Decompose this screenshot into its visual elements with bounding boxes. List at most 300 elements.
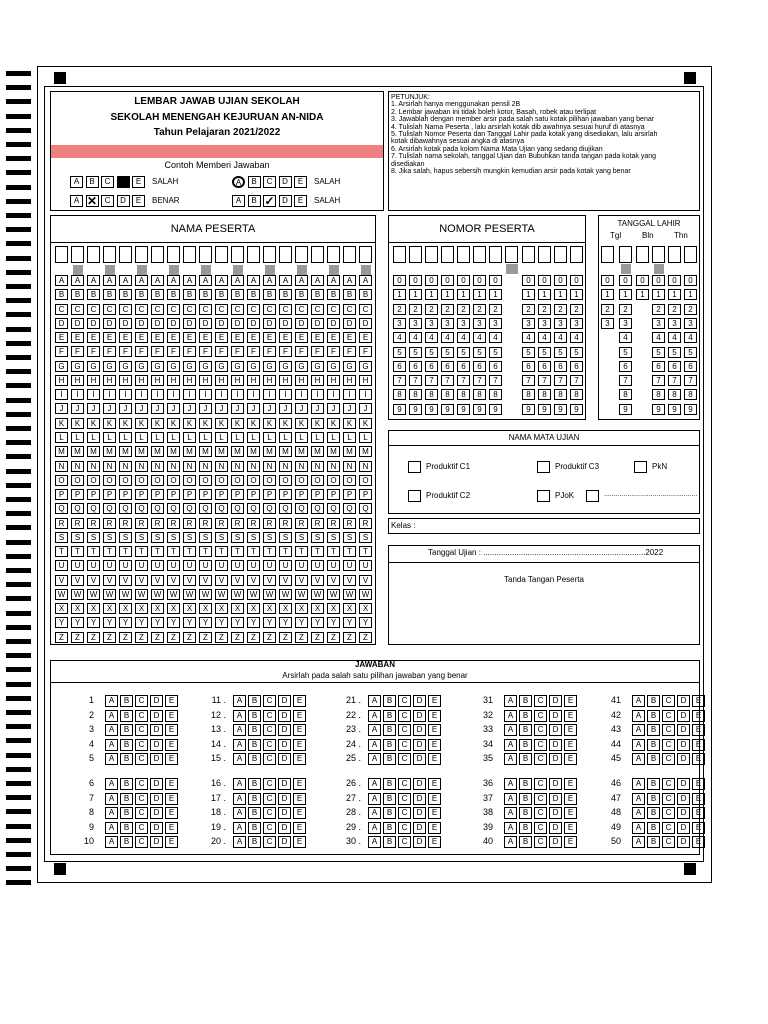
nama-bubble[interactable]: O (311, 475, 324, 486)
nama-bubble[interactable]: B (87, 289, 100, 300)
nama-bubble[interactable]: E (263, 332, 276, 343)
nomor-bubble[interactable]: 9 (489, 404, 502, 415)
nama-bubble[interactable]: X (151, 603, 164, 614)
answer-bubble-d[interactable]: D (413, 807, 426, 819)
tanggal-bubble[interactable]: 7 (684, 375, 697, 386)
answer-bubble-e[interactable]: E (564, 778, 577, 790)
nama-bubble[interactable]: T (215, 546, 228, 557)
nama-bubble[interactable]: T (247, 546, 260, 557)
answer-bubble-d[interactable]: D (278, 822, 291, 834)
nama-bubble[interactable]: L (279, 432, 292, 443)
answer-bubble-d[interactable]: D (549, 778, 562, 790)
answer-bubble-d[interactable]: D (549, 710, 562, 722)
nomor-bubble[interactable]: 5 (538, 347, 551, 358)
nama-bubble[interactable]: N (263, 461, 276, 472)
tanggal-bubble[interactable]: 3 (684, 318, 697, 329)
nama-bubble[interactable]: O (263, 475, 276, 486)
nama-bubble[interactable]: A (311, 275, 324, 286)
nama-bubble[interactable]: Y (231, 617, 244, 628)
answer-bubble-e[interactable]: E (165, 739, 178, 751)
answer-bubble-a[interactable]: A (632, 778, 645, 790)
nomor-bubble[interactable]: 0 (425, 275, 438, 286)
nama-bubble[interactable]: A (167, 275, 180, 286)
answer-bubble-b[interactable]: B (519, 822, 532, 834)
answer-bubble-d[interactable]: D (677, 695, 690, 707)
answer-bubble-b[interactable]: B (248, 753, 261, 765)
nomor-bubble[interactable]: 6 (425, 361, 438, 372)
answer-bubble-b[interactable]: B (519, 710, 532, 722)
nama-bubble[interactable]: U (231, 560, 244, 571)
nomor-bubble[interactable]: 1 (425, 289, 438, 300)
nama-bubble[interactable]: L (247, 432, 260, 443)
nomor-bubble[interactable]: 7 (457, 375, 470, 386)
tanggal-bubble[interactable]: 3 (619, 318, 632, 329)
answer-bubble-c[interactable]: C (662, 822, 675, 834)
nama-bubble[interactable]: P (119, 489, 132, 500)
nomor-bubble[interactable]: 8 (538, 389, 551, 400)
nama-bubble[interactable]: R (279, 518, 292, 529)
nama-bubble[interactable]: E (183, 332, 196, 343)
nama-bubble[interactable]: R (103, 518, 116, 529)
nomor-bubble[interactable]: 9 (570, 404, 583, 415)
nomor-bubble[interactable]: 8 (473, 389, 486, 400)
nomor-bubble[interactable]: 6 (409, 361, 422, 372)
nama-bubble[interactable]: T (119, 546, 132, 557)
nama-bubble[interactable]: O (343, 475, 356, 486)
nama-bubble[interactable]: E (311, 332, 324, 343)
nama-bubble[interactable]: G (119, 361, 132, 372)
nama-bubble[interactable]: B (183, 289, 196, 300)
nama-bubble[interactable]: N (183, 461, 196, 472)
answer-bubble-c[interactable]: C (534, 724, 547, 736)
answer-bubble-b[interactable]: B (248, 778, 261, 790)
nama-write-box[interactable] (359, 246, 372, 263)
nomor-write-box[interactable] (538, 246, 551, 263)
nama-bubble[interactable]: W (151, 589, 164, 600)
answer-bubble-e[interactable]: E (692, 724, 705, 736)
tanggal-bubble[interactable]: 0 (652, 275, 665, 286)
answer-bubble-a[interactable]: A (632, 807, 645, 819)
nama-bubble[interactable]: N (295, 461, 308, 472)
nama-bubble[interactable]: X (215, 603, 228, 614)
nama-bubble[interactable]: P (55, 489, 68, 500)
answer-bubble-a[interactable]: A (233, 778, 246, 790)
nomor-bubble[interactable]: 1 (538, 289, 551, 300)
answer-bubble-b[interactable]: B (383, 753, 396, 765)
nomor-bubble[interactable]: 0 (570, 275, 583, 286)
answer-bubble-c[interactable]: C (398, 793, 411, 805)
nama-bubble[interactable]: X (343, 603, 356, 614)
nama-bubble[interactable]: F (311, 346, 324, 357)
answer-bubble-a[interactable]: A (368, 724, 381, 736)
nomor-bubble[interactable]: 2 (570, 304, 583, 315)
nama-bubble[interactable]: M (231, 446, 244, 457)
answer-bubble-d[interactable]: D (150, 753, 163, 765)
answer-bubble-d[interactable]: D (677, 724, 690, 736)
nama-bubble[interactable]: F (279, 346, 292, 357)
nama-bubble[interactable]: N (55, 461, 68, 472)
nama-bubble[interactable]: W (71, 589, 84, 600)
nama-bubble[interactable]: M (215, 446, 228, 457)
answer-bubble-c[interactable]: C (534, 807, 547, 819)
answer-bubble-e[interactable]: E (564, 739, 577, 751)
nama-bubble[interactable]: A (231, 275, 244, 286)
nama-bubble[interactable]: C (87, 304, 100, 315)
nama-bubble[interactable]: G (359, 361, 372, 372)
nomor-bubble[interactable]: 8 (457, 389, 470, 400)
answer-bubble-e[interactable]: E (692, 822, 705, 834)
nama-bubble[interactable]: I (135, 389, 148, 400)
nama-bubble[interactable]: K (343, 418, 356, 429)
nama-bubble[interactable]: X (295, 603, 308, 614)
answer-bubble-a[interactable]: A (368, 793, 381, 805)
answer-bubble-c[interactable]: C (263, 807, 276, 819)
tanggal-bubble[interactable]: 6 (619, 361, 632, 372)
nama-bubble[interactable]: G (263, 361, 276, 372)
nama-bubble[interactable]: R (183, 518, 196, 529)
tanggal-bubble[interactable]: 6 (684, 361, 697, 372)
nama-write-box[interactable] (327, 246, 340, 263)
nama-bubble[interactable]: Y (183, 617, 196, 628)
answer-bubble-e[interactable]: E (564, 710, 577, 722)
answer-bubble-a[interactable]: A (368, 836, 381, 848)
nama-bubble[interactable]: H (215, 375, 228, 386)
answer-bubble-a[interactable]: A (632, 724, 645, 736)
answer-bubble-d[interactable]: D (549, 822, 562, 834)
answer-bubble-d[interactable]: D (150, 793, 163, 805)
nama-bubble[interactable]: Z (295, 632, 308, 643)
nama-bubble[interactable]: K (311, 418, 324, 429)
nama-bubble[interactable]: K (183, 418, 196, 429)
tanggal-bubble[interactable]: 2 (684, 304, 697, 315)
nama-bubble[interactable]: G (311, 361, 324, 372)
nama-bubble[interactable]: M (199, 446, 212, 457)
answer-bubble-a[interactable]: A (504, 710, 517, 722)
nomor-bubble[interactable]: 8 (409, 389, 422, 400)
nama-bubble[interactable]: D (199, 318, 212, 329)
nama-bubble[interactable]: T (359, 546, 372, 557)
answer-bubble-e[interactable]: E (165, 793, 178, 805)
nomor-bubble[interactable]: 6 (473, 361, 486, 372)
nama-bubble[interactable]: X (119, 603, 132, 614)
answer-bubble-c[interactable]: C (263, 822, 276, 834)
tanggal-bubble[interactable]: 8 (619, 389, 632, 400)
nama-bubble[interactable]: T (55, 546, 68, 557)
answer-bubble-d[interactable]: D (549, 739, 562, 751)
nama-bubble[interactable]: U (183, 560, 196, 571)
answer-bubble-c[interactable]: C (398, 778, 411, 790)
nomor-bubble[interactable]: 7 (409, 375, 422, 386)
nama-bubble[interactable]: O (71, 475, 84, 486)
nama-bubble[interactable]: O (183, 475, 196, 486)
answer-bubble-a[interactable]: A (105, 710, 118, 722)
answer-bubble-e[interactable]: E (428, 807, 441, 819)
nama-bubble[interactable]: S (263, 532, 276, 543)
nama-bubble[interactable]: M (311, 446, 324, 457)
nama-bubble[interactable]: D (71, 318, 84, 329)
nama-bubble[interactable]: Q (87, 503, 100, 514)
nama-bubble[interactable]: B (327, 289, 340, 300)
nama-bubble[interactable]: L (135, 432, 148, 443)
answer-bubble-e[interactable]: E (692, 778, 705, 790)
nomor-bubble[interactable]: 0 (441, 275, 454, 286)
nama-bubble[interactable]: K (167, 418, 180, 429)
nama-bubble[interactable]: V (119, 575, 132, 586)
answer-bubble-b[interactable]: B (383, 778, 396, 790)
nama-bubble[interactable]: K (151, 418, 164, 429)
nama-bubble[interactable]: Q (151, 503, 164, 514)
nama-bubble[interactable]: G (55, 361, 68, 372)
answer-bubble-c[interactable]: C (662, 807, 675, 819)
nomor-bubble[interactable]: 8 (489, 389, 502, 400)
answer-bubble-c[interactable]: C (135, 822, 148, 834)
tanggal-bubble[interactable]: 5 (619, 347, 632, 358)
nama-bubble[interactable]: R (247, 518, 260, 529)
nama-bubble[interactable]: C (263, 304, 276, 315)
answer-bubble-b[interactable]: B (383, 710, 396, 722)
nama-bubble[interactable]: C (167, 304, 180, 315)
answer-bubble-e[interactable]: E (564, 793, 577, 805)
answer-bubble-a[interactable]: A (105, 753, 118, 765)
answer-bubble-a[interactable]: A (105, 739, 118, 751)
nama-bubble[interactable]: N (327, 461, 340, 472)
nama-bubble[interactable]: J (103, 403, 116, 414)
nama-bubble[interactable]: Z (359, 632, 372, 643)
nama-bubble[interactable]: N (119, 461, 132, 472)
answer-bubble-c[interactable]: C (398, 753, 411, 765)
nomor-bubble[interactable]: 2 (538, 304, 551, 315)
tanggal-bubble[interactable]: 9 (668, 404, 681, 415)
answer-bubble-c[interactable]: C (263, 710, 276, 722)
answer-bubble-d[interactable]: D (413, 793, 426, 805)
nama-bubble[interactable]: W (295, 589, 308, 600)
nama-bubble[interactable]: G (87, 361, 100, 372)
nama-bubble[interactable]: F (359, 346, 372, 357)
answer-bubble-b[interactable]: B (120, 807, 133, 819)
nomor-bubble[interactable]: 4 (522, 332, 535, 343)
nama-bubble[interactable]: K (119, 418, 132, 429)
nomor-bubble[interactable]: 4 (554, 332, 567, 343)
nomor-bubble[interactable]: 9 (522, 404, 535, 415)
answer-bubble-a[interactable]: A (504, 807, 517, 819)
nama-bubble[interactable]: E (55, 332, 68, 343)
nama-bubble[interactable]: D (279, 318, 292, 329)
nama-bubble[interactable]: X (135, 603, 148, 614)
tanggal-bubble[interactable]: 7 (652, 375, 665, 386)
answer-bubble-a[interactable]: A (504, 793, 517, 805)
nama-bubble[interactable]: Z (119, 632, 132, 643)
nama-bubble[interactable]: Z (103, 632, 116, 643)
answer-bubble-b[interactable]: B (647, 724, 660, 736)
nama-bubble[interactable]: Y (103, 617, 116, 628)
nomor-bubble[interactable]: 2 (473, 304, 486, 315)
answer-bubble-b[interactable]: B (647, 793, 660, 805)
nama-bubble[interactable]: B (151, 289, 164, 300)
nama-bubble[interactable]: X (263, 603, 276, 614)
nama-bubble[interactable]: M (343, 446, 356, 457)
nama-bubble[interactable]: Q (199, 503, 212, 514)
answer-bubble-b[interactable]: B (120, 710, 133, 722)
tanggal-bubble[interactable]: 3 (601, 318, 614, 329)
nama-bubble[interactable]: U (151, 560, 164, 571)
nama-bubble[interactable]: Q (247, 503, 260, 514)
answer-bubble-c[interactable]: C (398, 807, 411, 819)
nama-bubble[interactable]: U (87, 560, 100, 571)
nama-bubble[interactable]: N (247, 461, 260, 472)
nomor-bubble[interactable]: 8 (441, 389, 454, 400)
nama-bubble[interactable]: R (135, 518, 148, 529)
nama-bubble[interactable]: L (183, 432, 196, 443)
answer-bubble-d[interactable]: D (413, 753, 426, 765)
answer-bubble-c[interactable]: C (534, 822, 547, 834)
nama-write-box[interactable] (279, 246, 292, 263)
tanggal-bubble[interactable]: 2 (668, 304, 681, 315)
nama-bubble[interactable]: E (119, 332, 132, 343)
nama-bubble[interactable]: V (183, 575, 196, 586)
nama-bubble[interactable]: S (135, 532, 148, 543)
nama-bubble[interactable]: U (103, 560, 116, 571)
nomor-bubble[interactable]: 1 (570, 289, 583, 300)
nama-bubble[interactable]: F (55, 346, 68, 357)
nama-bubble[interactable]: Z (135, 632, 148, 643)
nama-bubble[interactable]: R (167, 518, 180, 529)
nama-bubble[interactable]: D (103, 318, 116, 329)
nama-bubble[interactable]: C (199, 304, 212, 315)
answer-bubble-a[interactable]: A (233, 739, 246, 751)
answer-bubble-a[interactable]: A (368, 695, 381, 707)
answer-bubble-c[interactable]: C (662, 793, 675, 805)
answer-bubble-d[interactable]: D (413, 822, 426, 834)
nama-bubble[interactable]: G (103, 361, 116, 372)
answer-bubble-a[interactable]: A (105, 793, 118, 805)
nomor-write-box[interactable] (570, 246, 583, 263)
nama-bubble[interactable]: V (311, 575, 324, 586)
answer-bubble-b[interactable]: B (383, 822, 396, 834)
nama-bubble[interactable]: N (311, 461, 324, 472)
answer-bubble-c[interactable]: C (534, 739, 547, 751)
nomor-bubble[interactable]: 0 (393, 275, 406, 286)
answer-bubble-b[interactable]: B (120, 753, 133, 765)
tanggal-write-box[interactable] (619, 246, 632, 263)
nama-bubble[interactable]: F (71, 346, 84, 357)
nomor-bubble[interactable]: 1 (441, 289, 454, 300)
answer-bubble-a[interactable]: A (632, 836, 645, 848)
nama-bubble[interactable]: L (311, 432, 324, 443)
nama-bubble[interactable]: H (231, 375, 244, 386)
nama-bubble[interactable]: B (295, 289, 308, 300)
nama-bubble[interactable]: I (167, 389, 180, 400)
answer-bubble-c[interactable]: C (135, 710, 148, 722)
nama-bubble[interactable]: T (279, 546, 292, 557)
nama-write-box[interactable] (71, 246, 84, 263)
nama-bubble[interactable]: M (183, 446, 196, 457)
nama-bubble[interactable]: Q (119, 503, 132, 514)
checkbox-produktif-c2[interactable] (408, 490, 421, 502)
nomor-bubble[interactable]: 4 (393, 332, 406, 343)
nama-bubble[interactable]: G (71, 361, 84, 372)
answer-bubble-a[interactable]: A (368, 739, 381, 751)
nomor-bubble[interactable]: 2 (409, 304, 422, 315)
nama-bubble[interactable]: G (231, 361, 244, 372)
nama-bubble[interactable]: D (151, 318, 164, 329)
nama-bubble[interactable]: R (311, 518, 324, 529)
tanggal-bubble[interactable]: 0 (684, 275, 697, 286)
nama-bubble[interactable]: F (183, 346, 196, 357)
nama-bubble[interactable]: K (135, 418, 148, 429)
nama-bubble[interactable]: M (279, 446, 292, 457)
nomor-write-box[interactable] (441, 246, 454, 263)
nama-bubble[interactable]: Q (183, 503, 196, 514)
nomor-bubble[interactable]: 5 (570, 347, 583, 358)
nama-bubble[interactable]: S (55, 532, 68, 543)
answer-bubble-b[interactable]: B (248, 695, 261, 707)
answer-bubble-d[interactable]: D (549, 836, 562, 848)
nama-bubble[interactable]: W (327, 589, 340, 600)
nama-bubble[interactable]: I (215, 389, 228, 400)
nama-bubble[interactable]: E (279, 332, 292, 343)
nama-bubble[interactable]: S (167, 532, 180, 543)
nama-bubble[interactable]: R (199, 518, 212, 529)
nama-bubble[interactable]: K (279, 418, 292, 429)
answer-bubble-b[interactable]: B (519, 836, 532, 848)
nama-bubble[interactable]: X (87, 603, 100, 614)
nomor-write-box[interactable] (425, 246, 438, 263)
nama-bubble[interactable]: U (135, 560, 148, 571)
nama-bubble[interactable]: V (55, 575, 68, 586)
answer-bubble-d[interactable]: D (278, 836, 291, 848)
nama-bubble[interactable]: V (71, 575, 84, 586)
nomor-bubble[interactable]: 1 (473, 289, 486, 300)
nama-bubble[interactable]: T (343, 546, 356, 557)
nama-bubble[interactable]: H (151, 375, 164, 386)
nama-bubble[interactable]: J (343, 403, 356, 414)
nama-bubble[interactable]: W (55, 589, 68, 600)
nama-bubble[interactable]: O (135, 475, 148, 486)
nomor-bubble[interactable]: 9 (425, 404, 438, 415)
nama-bubble[interactable]: E (87, 332, 100, 343)
nama-bubble[interactable]: X (279, 603, 292, 614)
nama-bubble[interactable]: X (359, 603, 372, 614)
nama-bubble[interactable]: R (151, 518, 164, 529)
nama-bubble[interactable]: Q (103, 503, 116, 514)
nama-bubble[interactable]: L (71, 432, 84, 443)
nama-bubble[interactable]: X (167, 603, 180, 614)
nama-write-box[interactable] (135, 246, 148, 263)
answer-bubble-e[interactable]: E (293, 695, 306, 707)
nomor-bubble[interactable]: 7 (489, 375, 502, 386)
answer-bubble-e[interactable]: E (428, 724, 441, 736)
nama-bubble[interactable]: P (135, 489, 148, 500)
nama-write-box[interactable] (263, 246, 276, 263)
nama-bubble[interactable]: H (311, 375, 324, 386)
nama-bubble[interactable]: A (135, 275, 148, 286)
nomor-bubble[interactable]: 5 (457, 347, 470, 358)
answer-bubble-d[interactable]: D (278, 695, 291, 707)
answer-bubble-b[interactable]: B (120, 695, 133, 707)
nomor-bubble[interactable]: 5 (489, 347, 502, 358)
nama-bubble[interactable]: T (295, 546, 308, 557)
nama-bubble[interactable]: S (327, 532, 340, 543)
answer-bubble-d[interactable]: D (677, 710, 690, 722)
nama-bubble[interactable]: M (103, 446, 116, 457)
nama-bubble[interactable]: G (343, 361, 356, 372)
nama-bubble[interactable]: P (103, 489, 116, 500)
nomor-bubble[interactable]: 7 (441, 375, 454, 386)
nama-bubble[interactable]: T (151, 546, 164, 557)
nama-bubble[interactable]: R (295, 518, 308, 529)
nama-bubble[interactable]: F (327, 346, 340, 357)
answer-bubble-e[interactable]: E (564, 822, 577, 834)
